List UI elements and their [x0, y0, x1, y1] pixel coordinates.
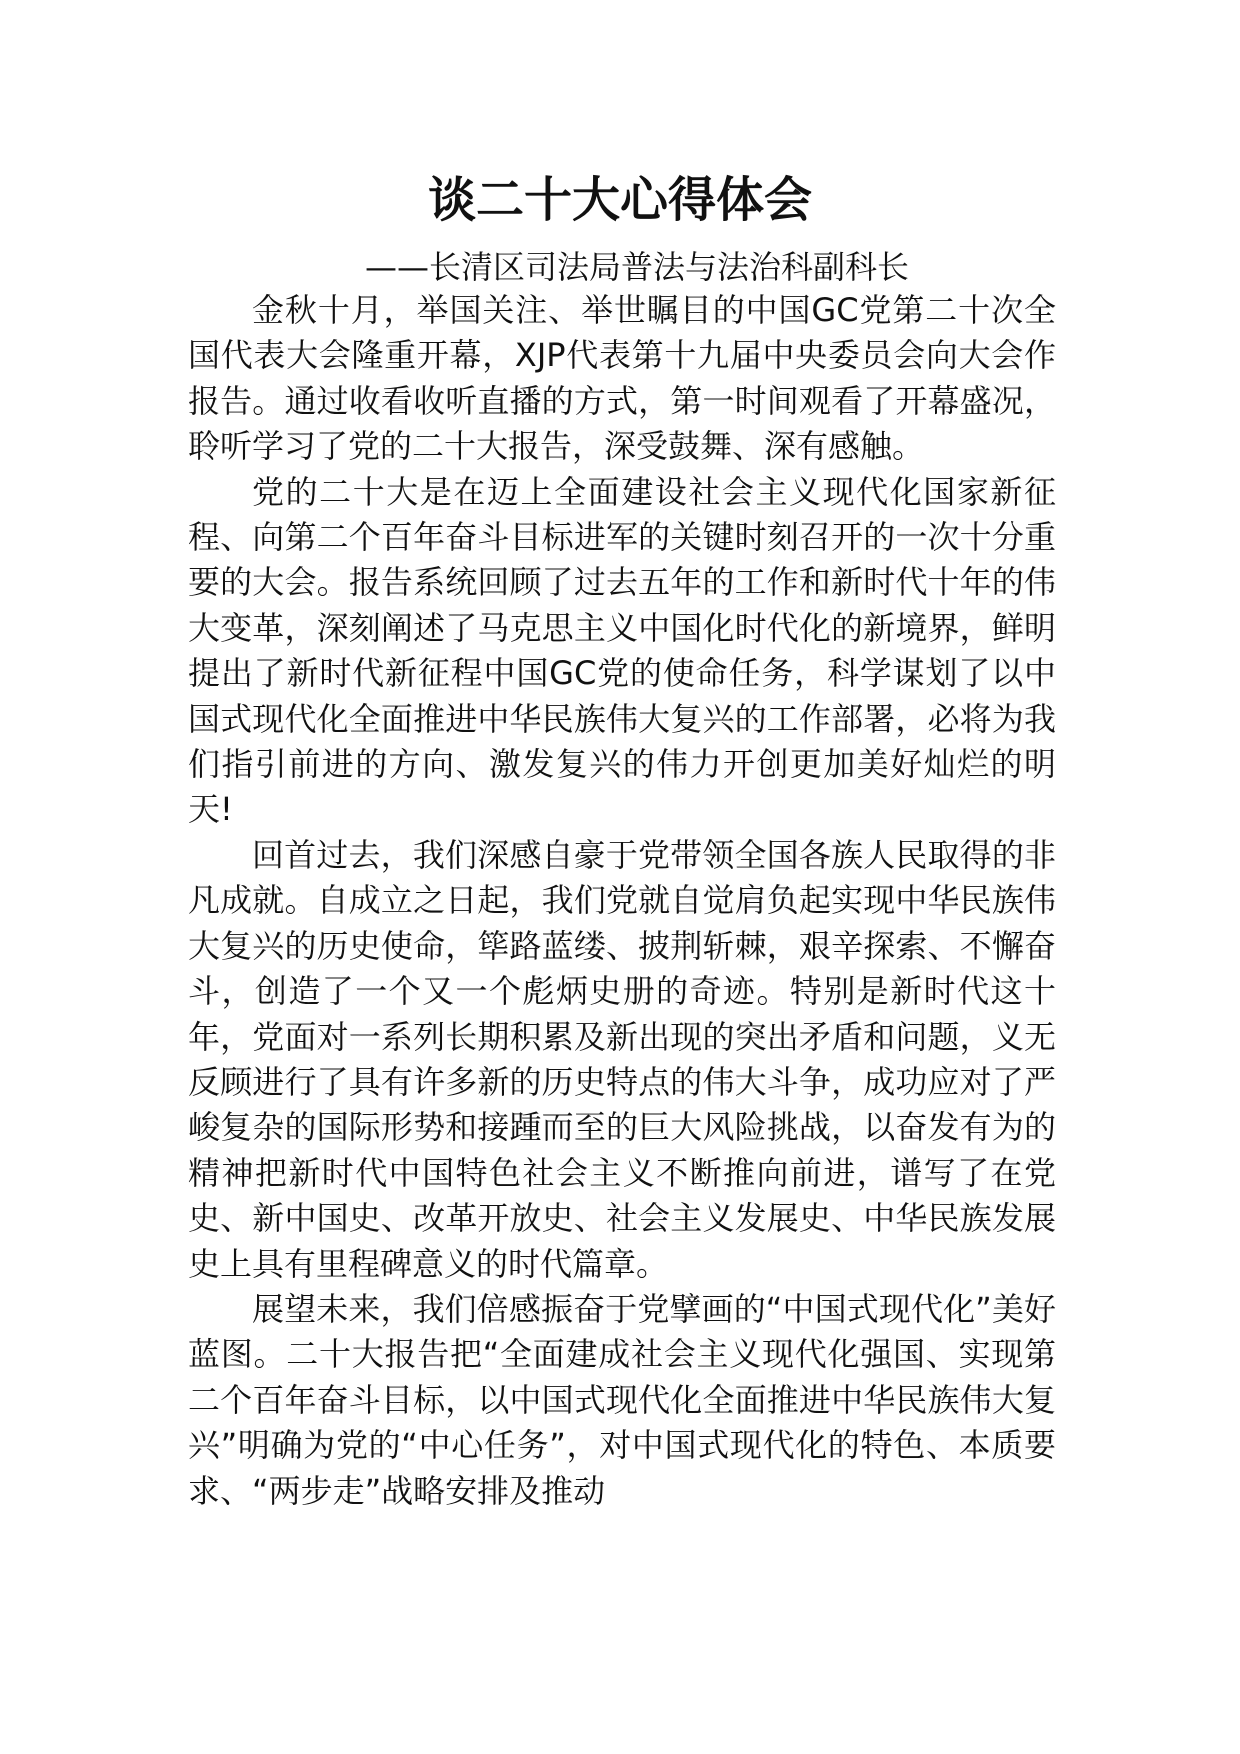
paragraph: 金秋十月，举国关注、举世瞩目的中国GC党第二十次全国代表大会隆重开幕，XJP代表第十九届中央委员会向大会作报告。通过收看收听直播的方式，第一时间观看了开幕盛况，聆听学习了党的二十大报告，深受鼓舞、深有感触。: [188, 291, 1056, 466]
paragraph: 展望未来，我们倍感振奋于党擘画的“中国式现代化”美好蓝图。二十大报告把“全面建成社会主义现代化强国、实现第二个百年奋斗目标，以中国式现代化全面推进中华民族伟大复兴”明确为党的“中心任务”，对中国式现代化的特色、本质要求、“两步走”战略安排及推动: [188, 1289, 1056, 1510]
document-subtitle: ——长清区司法局普法与法治科副科长: [364, 248, 909, 286]
document-title: 谈二十大心得体会: [427, 172, 812, 228]
document-body: [188, 288, 1056, 1514]
paragraph: 回首过去，我们深感自豪于党带领全国各族人民取得的非凡成就。自成立之日起，我们党就自觉肩负起实现中华民族伟大复兴的历史使命，筚路蓝缕、披荆斩棘，艰辛探索、不懈奋斗，创造了一个又一个彪炳史册的奇迹。特别是新时代这十年，党面对一系列长期积累及新出现的突出矛盾和问题，义无反顾进行了具有许多新的历史特点的伟大斗争，成功应对了严峻复杂的国际形势和接踵而至的巨大风险挑战，以奋发有为的精神把新时代中国特色社会主义不断推向前进，谱写了在党史、新中国史、改革开放史、社会主义发展史、中华民族发展史上具有里程碑意义的时代篇章。: [188, 835, 1056, 1283]
paragraph: 党的二十大是在迈上全面建设社会主义现代化国家新征程、向第二个百年奋斗目标进军的关键时刻召开的一次十分重要的大会。报告系统回顾了过去五年的工作和新时代十年的伟大变革，深刻阐述了马克思主义中国化时代化的新境界，鲜明提出了新时代新征程中国GC党的使命任务，科学谋划了以中国式现代化全面推进中华民族伟大复兴的工作部署，必将为我们指引前进的方向、激发复兴的伟力开创更加美好灿烂的明天!: [188, 472, 1056, 829]
